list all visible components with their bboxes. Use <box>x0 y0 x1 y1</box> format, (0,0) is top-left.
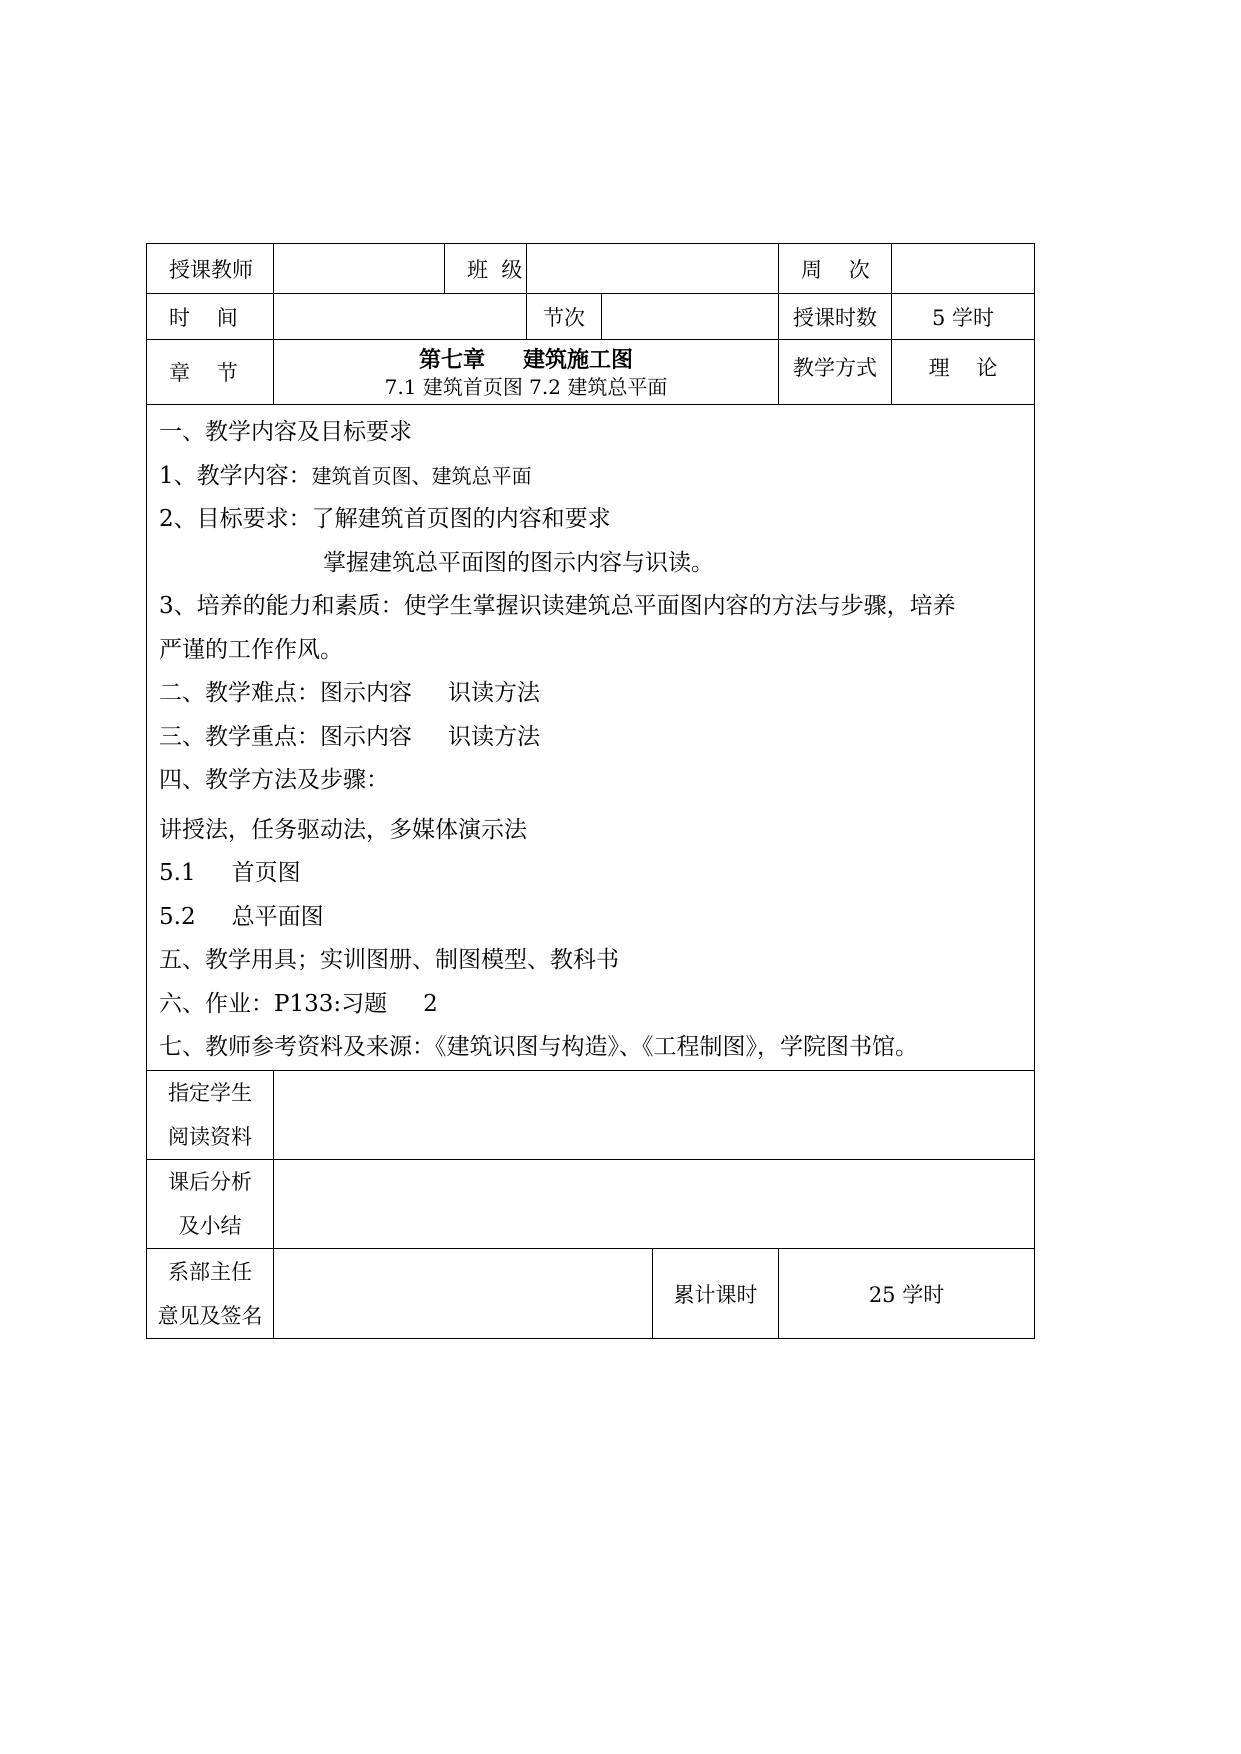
heading-3-prefix: 三、教学重点：图示内容 <box>159 723 412 750</box>
content-heading-2 <box>159 672 1034 716</box>
chapter-cell <box>274 340 779 405</box>
analysis-row <box>147 1160 1035 1249</box>
step-1-text: 首页图 <box>231 860 301 886</box>
reading-label-line-2: 阅读资料 <box>168 1125 252 1149</box>
content-item-3: 3、培养的能力和素质：使学生掌握识读建筑总平面图内容的方法与步骤，培养 <box>159 593 956 619</box>
dept-signature-value[interactable] <box>274 1249 653 1339</box>
step-2-number: 5.2 <box>159 903 196 930</box>
reading-value[interactable] <box>274 1071 1035 1160</box>
content-item-1-prefix: 1、教学内容： <box>159 462 312 489</box>
session-label: 节次 <box>527 294 602 340</box>
teacher-value[interactable] <box>274 244 445 294</box>
content-heading-7: 七、教师参考资料及来源：《建筑识图与构造》、《工程制图》，学院图书馆。 <box>159 1034 918 1060</box>
class-value[interactable] <box>527 244 779 294</box>
dept-label-line-1: 系部主任 <box>168 1259 252 1284</box>
content-heading-5: 五、教学用具；实训图册、制图模型、教科书 <box>159 947 619 973</box>
heading-2-prefix: 二、教学难点：图示内容 <box>159 680 412 706</box>
chapter-name: 建筑施工图 <box>523 347 634 373</box>
analysis-value[interactable] <box>274 1160 1035 1249</box>
content-heading-4: 四、教学方法及步骤： <box>159 767 389 793</box>
cumulative-label: 累计课时 <box>653 1249 779 1339</box>
class-label: 班 级 <box>445 244 527 294</box>
hours-value: 5 学时 <box>892 294 1035 340</box>
content-row <box>147 405 1035 1071</box>
content-heading-3 <box>159 716 1034 760</box>
dept-label-line-2: 意见及签名 <box>157 1303 263 1328</box>
dept-label <box>147 1249 274 1339</box>
heading-3-suffix: 识读方法 <box>448 723 540 750</box>
reading-label-line-1: 指定学生 <box>168 1081 252 1105</box>
week-value[interactable] <box>892 244 1035 294</box>
analysis-label <box>147 1160 274 1249</box>
session-value[interactable] <box>602 294 779 340</box>
cumulative-value: 25 学时 <box>779 1249 1035 1339</box>
reading-row <box>147 1071 1035 1160</box>
dept-row <box>147 1249 1035 1339</box>
header-row-3 <box>147 340 1035 405</box>
content-heading-6 <box>159 983 1034 1027</box>
content-item-2b: 掌握建筑总平面图的图示内容与识读。 <box>323 549 714 576</box>
step-2 <box>159 896 1034 940</box>
teacher-label: 授课教师 <box>147 244 274 294</box>
teaching-methods: 讲授法，任务驱动法，多媒体演示法 <box>159 816 527 843</box>
content-heading-1: 一、教学内容及目标要求 <box>159 419 412 445</box>
hours-label: 授课时数 <box>779 294 892 340</box>
time-label: 时 间 <box>147 294 274 340</box>
chapter-number: 第七章 <box>418 347 485 373</box>
chapter-title <box>274 345 778 375</box>
week-label: 周 次 <box>779 244 892 294</box>
heading-6-prefix: 六、作业：P133:习题 <box>159 990 388 1017</box>
lesson-plan-table <box>146 243 1035 1339</box>
step-1-number: 5.1 <box>159 860 196 886</box>
content-item-3b: 严谨的工作作风。 <box>159 636 343 663</box>
content-item-2: 2、目标要求：了解建筑首页图的内容和要求 <box>159 506 611 532</box>
content-cell <box>147 405 1035 1071</box>
section-label: 章 节 <box>147 340 274 405</box>
analysis-label-line-1: 课后分析 <box>168 1170 252 1194</box>
step-2-text: 总平面图 <box>231 903 324 930</box>
header-row-1 <box>147 244 1035 294</box>
header-row-2 <box>147 294 1035 340</box>
content-item-1 <box>159 455 1034 499</box>
method-value: 理 论 <box>892 340 1035 405</box>
time-value[interactable] <box>274 294 527 340</box>
step-1 <box>159 852 1034 896</box>
chapter-subtitle: 7.1 建筑首页图 7.2 建筑总平面 <box>384 375 668 399</box>
analysis-label-line-2: 及小结 <box>178 1214 242 1238</box>
heading-2-suffix: 识读方法 <box>448 680 540 706</box>
reading-label <box>147 1071 274 1160</box>
content-item-1-text: 建筑首页图、建筑总平面 <box>311 463 532 488</box>
method-label: 教学方式 <box>779 340 892 405</box>
heading-6-number: 2 <box>423 990 438 1017</box>
